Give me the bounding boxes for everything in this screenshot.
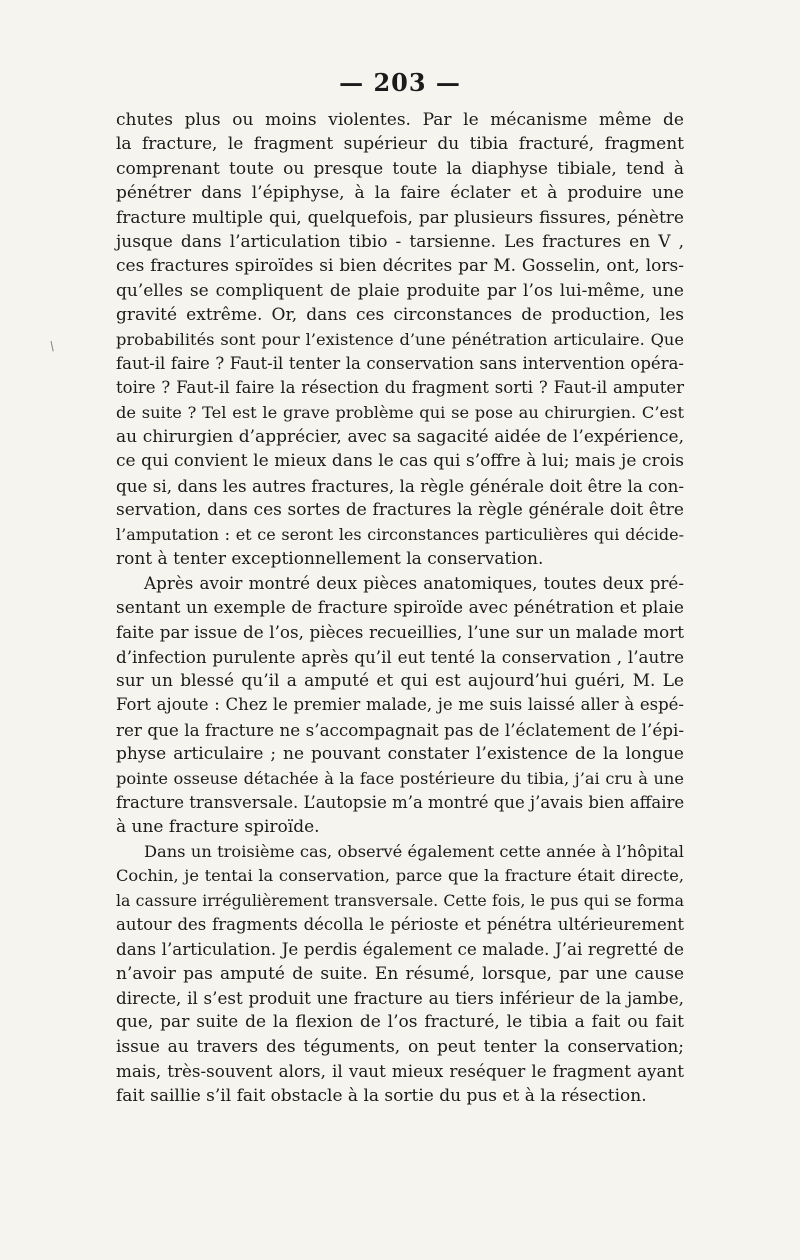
text-line: probabilités sont pour l’existence d’une pénétration articulaire. Que [116,329,684,349]
text-line: rer que la fracture ne s’accompagnait pas de l’éclatement de l’épi- [116,719,684,740]
text-line: de suite ? Tel est le grave problème qui se pose au chirurgien. C’est [116,402,684,422]
text-line: que, par suite de la flexion de l’os fracturé, le tibia a fait ou fait [116,1012,684,1033]
text-line: pénétrer dans l’épiphyse, à la faire éclater et à produire une [116,183,684,204]
text-line: Cochin, je tentai la conservation, parce que la fracture était directe, [116,866,684,886]
text-line: fracture multiple qui, quelquefois, par plusieurs fissures, pénètre [116,207,684,228]
text-line: fait saillie s’il fait obstacle à la sortie du pus et à la résection. [116,1085,647,1106]
text-line: physe articulaire ; ne pouvant constater l’existence de la longue [116,744,684,765]
text-line: au chirurgien d’apprécier, avec sa sagacité aidée de l’expérience, [116,427,684,448]
text-line: issue au travers des téguments, on peut tenter la conservation; [116,1036,684,1057]
text-line: gravité extrême. Or, dans ces circonstances de production, les [116,305,684,326]
text-line: pointe osseuse détachée à la face postérieure du tibia, j’ai cru à une [116,768,684,788]
text-line: comprenant toute ou presque toute la diaphyse tibiale, tend à [116,158,684,179]
text-line: mais, très-souvent alors, il vaut mieux reséquer le fragment ayant [116,1061,684,1082]
paragraph-start-line: Après avoir montré deux pièces anatomiques, toutes deux pré- [144,573,684,594]
text-line: servation, dans ces sortes de fractures la règle générale doit être [116,500,684,521]
text-line: directe, il s’est produit une fracture au tiers inférieur de la jambe, [116,988,684,1009]
text-line: chutes plus ou moins violentes. Par le mécanisme même de [116,110,684,130]
text-line: fracture transversale. L’autopsie m’a montré que j’avais bien affaire [116,792,685,812]
text-line: autour des fragments décolla le périoste et pénétra ultérieurement [116,914,684,934]
text-line: ces fractures spiroïdes si bien décrites par M. Gosselin, ont, lors- [116,256,684,277]
text-line: n’avoir pas amputé de suite. En résumé, lorsque, par une cause [116,963,684,984]
text-line: à une fracture spiroïde. [116,817,320,838]
text-line: d’infection purulente après qu’il eut tenté la conservation , l’autre [116,646,684,667]
paragraph-start-line: Dans un troisième cas, observé également cette année à l’hôpital [144,841,684,861]
text-line: dans l’articulation. Je perdis également ce malade. J’ai regretté de [116,939,684,960]
text-line: toire ? Faut-il faire la résection du fragment sorti ? Faut-il amputer [116,378,684,398]
body-text [116,108,684,1108]
text-line: sur un blessé qu’il a amputé et qui est aujourd’hui guéri, M. Le [116,670,684,691]
text-line: ront à tenter exceptionnellement la conservation. [116,549,544,570]
text-line: faite par issue de l’os, pièces recueillies, l’une sur un malade mort [116,622,684,643]
text-line: la cassure irrégulièrement transversale. Cette fois, le pus qui se forma [116,890,684,910]
text-line: ce qui convient le mieux dans le cas qui s’offre à lui; mais je crois [116,451,684,472]
text-line: jusque dans l’articulation tibio - tarsienne. Les fractures en V , [116,231,684,252]
text-line: Fort ajoute : Chez le premier malade, je me suis laissé aller à espé- [116,695,684,715]
text-line: qu’elles se compliquent de plaie produite par l’os lui-même, une [116,280,684,301]
margin-mark: / [46,338,58,354]
text-line: la fracture, le fragment supérieur du tibia fracturé, fragment [116,134,684,155]
text-line: faut-il faire ? Faut-il tenter la conservation sans intervention opéra- [116,353,684,373]
text-line: que si, dans les autres fractures, la règle générale doit être la con- [116,475,685,496]
text-line: l’amputation : et ce seront les circonstances particulières qui décide- [116,524,684,544]
text-line: sentant un exemple de fracture spiroïde avec pénétration et plaie [116,597,684,618]
page-number: — 203 — [339,68,461,97]
